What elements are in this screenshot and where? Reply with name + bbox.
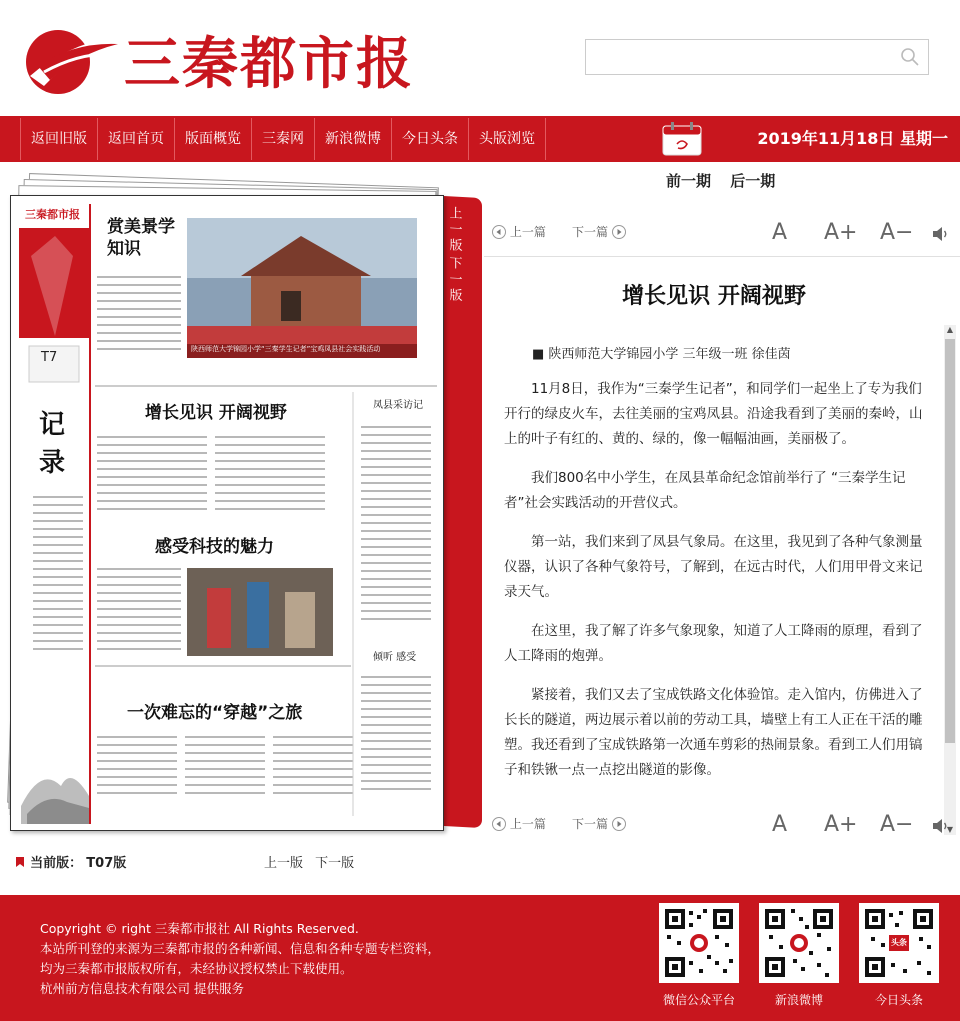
prev-edition-link[interactable]: 上一版 (264, 856, 304, 871)
newspaper-page-image (11, 196, 445, 832)
calendar-icon[interactable] (662, 122, 702, 156)
qr-label: 今日头条 (874, 993, 923, 1007)
newspaper-column-name: 记录 (39, 410, 66, 478)
qr-code-icon (859, 903, 939, 983)
side-next-page-label: 下一版 (449, 256, 463, 304)
search-icon[interactable] (900, 47, 920, 67)
nav-item-sanqin-net[interactable]: 三秦网 (252, 118, 315, 160)
site-logo[interactable] (24, 26, 464, 96)
arrow-right-icon (612, 817, 626, 831)
current-edition-label: 当前版： (30, 856, 83, 871)
prev-issue-link[interactable]: 前一期 (666, 172, 712, 190)
font-normal-button[interactable]: A (772, 812, 788, 837)
logo-emblem-icon (24, 26, 120, 96)
article-toolbar-bottom (484, 806, 960, 846)
search-input[interactable] (586, 40, 886, 74)
next-article-label: 下一篇 (572, 817, 609, 831)
search-box (585, 39, 929, 75)
issue-nav (666, 170, 789, 191)
nav-item-home[interactable]: 返回首页 (98, 118, 175, 160)
qr-toutiao[interactable] (859, 903, 939, 1008)
qr-label: 新浪微博 (774, 993, 823, 1007)
site-header (0, 0, 960, 116)
newspaper-headline: 赏美景学知识 (107, 217, 175, 259)
speaker-icon[interactable] (932, 226, 950, 242)
next-issue-link[interactable]: 后一期 (730, 172, 776, 190)
nav-item-sina-weibo[interactable]: 新浪微博 (315, 118, 392, 160)
qr-wechat[interactable] (659, 903, 739, 1008)
current-edition-value: T07版 (86, 856, 127, 871)
prev-article-button[interactable] (492, 816, 546, 832)
newspaper-side-headline: 凤县采访记 (373, 400, 423, 411)
font-increase-button[interactable]: A+ (824, 220, 858, 245)
footer-notice: 本站所刊登的来源为三秦都市报的各种新闻、信息和各种专题专栏资料， (40, 941, 441, 956)
font-increase-button[interactable]: A+ (824, 812, 858, 837)
side-next-page-button[interactable] (444, 256, 468, 305)
newspaper-headline: 增长见识 开阔视野 (145, 403, 287, 423)
prev-article-label: 上一篇 (509, 817, 546, 831)
nav-list (20, 118, 546, 160)
next-article-button[interactable] (572, 224, 626, 240)
nav-item-old-version[interactable]: 返回旧版 (20, 118, 98, 160)
newspaper-headline: 感受科技的魅力 (155, 537, 274, 557)
toutiao-badge: 头条 (891, 938, 907, 947)
font-normal-button[interactable]: A (772, 220, 788, 245)
footer-notice: 均为三秦都市报版权所有，未经协议授权禁止下载使用。 (40, 961, 353, 976)
next-article-label: 下一篇 (572, 225, 609, 239)
prev-article-label: 上一篇 (509, 225, 546, 239)
article-author: ■ 陕西师范大学锦园小学 三年级一班 徐佳茵 (532, 347, 791, 362)
next-article-button[interactable] (572, 816, 626, 832)
arrow-right-icon (612, 225, 626, 239)
newspaper-masthead: 三秦都市报 (25, 208, 80, 221)
font-decrease-button[interactable]: A− (880, 812, 914, 837)
article-paragraph: 第一站，我们来到了凤县气象局。在这里，我见到了各种气象测量仪器，认识了各种气象符号，了解到，在远古时代，人们用甲骨文来记录天气。 (504, 534, 923, 600)
footer-text (40, 919, 440, 999)
qr-weibo[interactable] (759, 903, 839, 1008)
nav-item-toutiao[interactable]: 今日头条 (392, 118, 469, 160)
nav-item-overview[interactable]: 版面概览 (175, 118, 252, 160)
edition-nav (264, 852, 362, 871)
article-paragraph: 在这里，我了解了许多气象现象，知道了人工降雨的原理，看到了人工降雨的炮弹。 (504, 623, 923, 664)
side-prev-page-button[interactable] (444, 206, 468, 255)
article-paragraph: 11月8日，我作为“三秦学生记者”，和同学们一起坐上了专为我们开行的绿皮火车，去往美丽的宝鸡凤县。沿途我看到了美丽的秦岭，山上的叶子有红的、黄的、绿的，像一幅幅油画，美丽极了。 (504, 381, 923, 447)
nav-item-front-page[interactable]: 头版浏览 (469, 118, 546, 160)
newspaper-page-preview[interactable] (10, 195, 444, 831)
article-text (504, 377, 924, 797)
article-title: 增长见识 开阔视野 (622, 284, 806, 309)
arrow-left-icon (492, 817, 506, 831)
main-nav (0, 116, 960, 162)
article-toolbar-top (484, 214, 960, 254)
article-scrollbar[interactable] (944, 325, 956, 835)
prev-article-button[interactable] (492, 224, 546, 240)
scrollbar-thumb[interactable] (945, 339, 955, 743)
edition-marker-icon (14, 856, 26, 868)
next-edition-link[interactable]: 下一版 (315, 856, 355, 871)
article-paragraph: 我们800名中小学生，在凤县革命纪念馆前举行了 “三秦学生记者”社会实践活动的开营仪式。 (504, 470, 906, 511)
newspaper-headline: 一次难忘的“穿越”之旅 (127, 703, 303, 723)
newspaper-side-headline: 倾听 感受 (373, 652, 417, 663)
footer-copyright: Copyright © right 三秦都市报社 All Rights Reserved. (40, 921, 359, 936)
article-paragraph: 紧接着，我们又去了宝成铁路文化体验馆。走入馆内，仿佛进入了长长的隧道，两边展示着以前的劳动工具，墙壁上有工人正在干活的雕塑。我还看到了宝成铁路第一次通车剪彩的热闹景象。看到工人们用镐子和铁锹一点一点挖出隧道的影像。 (504, 687, 923, 778)
newspaper-page-number: T7 (41, 350, 58, 365)
scroll-down-icon[interactable]: ▼ (946, 825, 954, 834)
current-date: 2019年11月18日 星期一 (757, 129, 948, 148)
current-edition (14, 852, 126, 871)
page-side-tab (444, 196, 482, 828)
speaker-icon[interactable] (932, 818, 950, 834)
newspaper-banner-caption: 陕西师范大学锦园小学“三秦学生记者”宝鸡凤县社会实践活动 (191, 345, 381, 353)
font-decrease-button[interactable]: A− (880, 220, 914, 245)
article-panel (484, 214, 960, 844)
arrow-left-icon (492, 225, 506, 239)
qr-code-icon (659, 903, 739, 983)
qr-label: 微信公众平台 (662, 993, 735, 1007)
qr-code-icon (759, 903, 839, 983)
footer-provider: 杭州前方信息技术有限公司 提供服务 (40, 981, 244, 996)
site-footer (0, 895, 960, 1021)
scroll-up-icon[interactable]: ▲ (946, 325, 954, 334)
side-prev-page-label: 上一版 (449, 206, 463, 254)
site-logo-text: 三秦都市报 (124, 31, 414, 97)
